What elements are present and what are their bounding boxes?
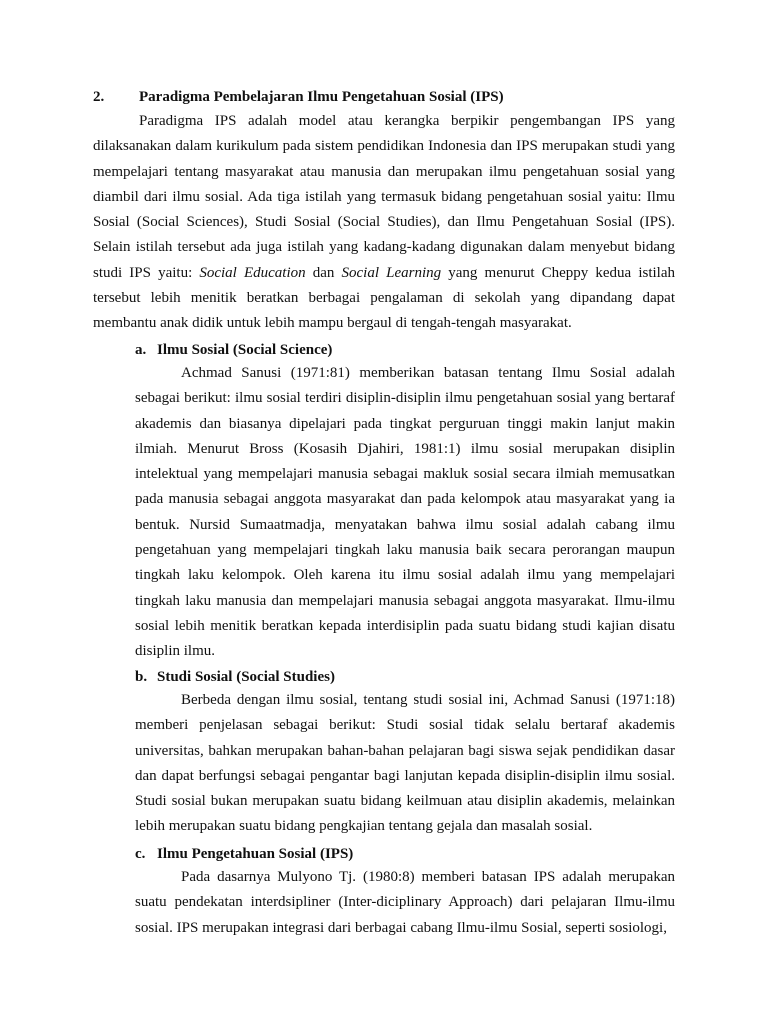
subsection-c-paragraph: Pada dasarnya Mulyono Tj. (1980:8) memberi batasan IPS adalah merupakan suatu pendekatan interdsipliner (Inter-diciplinary Approach) dari pelajaran Ilmu-ilmu sosial. IPS merupakan integrasi dari berbagai cabang Ilmu-ilmu Sosial, seperti sosiologi, <box>135 869 675 936</box>
intro-text-part: dan <box>305 264 342 281</box>
subsection-title: Ilmu Pengetahuan Sosial (IPS) <box>157 846 354 862</box>
subsection-title: Studi Sosial (Social Studies) <box>157 669 335 685</box>
subsection-letter: c. <box>135 846 146 862</box>
term-social-education: Social Education <box>199 264 306 281</box>
intro-text-part: yang menurut Cheppy kedua istilah tersebut lebih menitik beratkan berbagai pengalaman di sekolah yang dipandang dapat membantu anak didik untuk lebih mampu bergaul di tengah-tengah masyarakat. <box>93 264 675 332</box>
intro-paragraph <box>93 109 675 337</box>
section-title: Paradigma Pembelajaran Ilmu Pengetahuan Sosial (IPS) <box>139 89 504 105</box>
term-social-learning: Social Learning <box>341 264 442 281</box>
subsection-b-heading <box>135 668 335 686</box>
subsection-a-heading <box>135 341 332 359</box>
subsection-title: Ilmu Sosial (Social Science) <box>157 342 333 358</box>
intro-text-part: Paradigma IPS adalah model atau kerangka berpikir pengembangan IPS yang dilaksanakan dalam kurikulum pada sistem pendidikan Indonesia dan IPS merupakan studi yang mempelajari tentang masyarakat atau manusia dan merupakan ilmu pengetahuan sosial yang diambil dari ilmu sosial. Ada tiga istilah yang termasuk bidang pengetahuan sosial yaitu: Ilmu Sosial (Social Sciences), Studi Sosial (Social Studies), dan Ilmu Pengetahuan Sosial (IPS). Selain istilah tersebut ada juga istilah yang kadang-kadang digunakan dalam menyebut bidang studi IPS yaitu: <box>93 113 675 281</box>
subsection-letter: b. <box>135 669 148 685</box>
section-number: 2. <box>93 89 105 105</box>
subsection-b-paragraph: Berbeda dengan ilmu sosial, tentang studi sosial ini, Achmad Sanusi (1971:18) memberi penjelasan sebagai berikut: Studi sosial tidak selalu bertaraf akademis universitas, bahkan merupakan bahan-bahan pelajaran bagi siswa sejak pendidikan dasar dan dapat berfungsi sebagai pengantar bagi lanjutan kepada disiplin-disiplin ilmu sosial. Studi sosial bukan merupakan suatu bidang keilmuan atau disiplin akademis, melainkan lebih merupakan suatu bidang pengkajian tentang gejala dan masalah sosial. <box>135 692 675 835</box>
subsection-c-heading <box>135 845 353 863</box>
subsection-letter: a. <box>135 342 147 358</box>
section-heading <box>93 88 504 106</box>
subsection-a-paragraph: Achmad Sanusi (1971:81) memberikan batasan tentang Ilmu Sosial adalah sebagai berikut: ilmu sosial terdiri disiplin-disiplin ilmu pengetahuan sosial yang bertaraf akademis dan biasanya dipelajari pada tingkat perguruan tinggi makin lanjut makin ilmiah. Menurut Bross (Kosasih Djahiri, 1981:1) ilmu sosial merupakan disiplin intelektual yang mempelajari manusia sebagai makluk sosial secara ilmiah memusatkan pada manusia sebagai anggota masyarakat dan pada kelompok atau masyarakat yang ia bentuk. Nursid Sumaatmadja, menyatakan bahwa ilmu sosial adalah cabang ilmu pengetahuan yang mempelajari tingkah laku manusia baik secara perorangan maupun tingkah laku kelompok. Oleh karena itu ilmu sosial adalah ilmu yang mempelajari tingkah laku manusia dan mempelajari manusia sebagai anggota masyarakat. Ilmu-ilmu sosial lebih menitik beratkan kepada interdisiplin pada suatu bidang studi kajian disatu disiplin ilmu. <box>135 365 675 660</box>
